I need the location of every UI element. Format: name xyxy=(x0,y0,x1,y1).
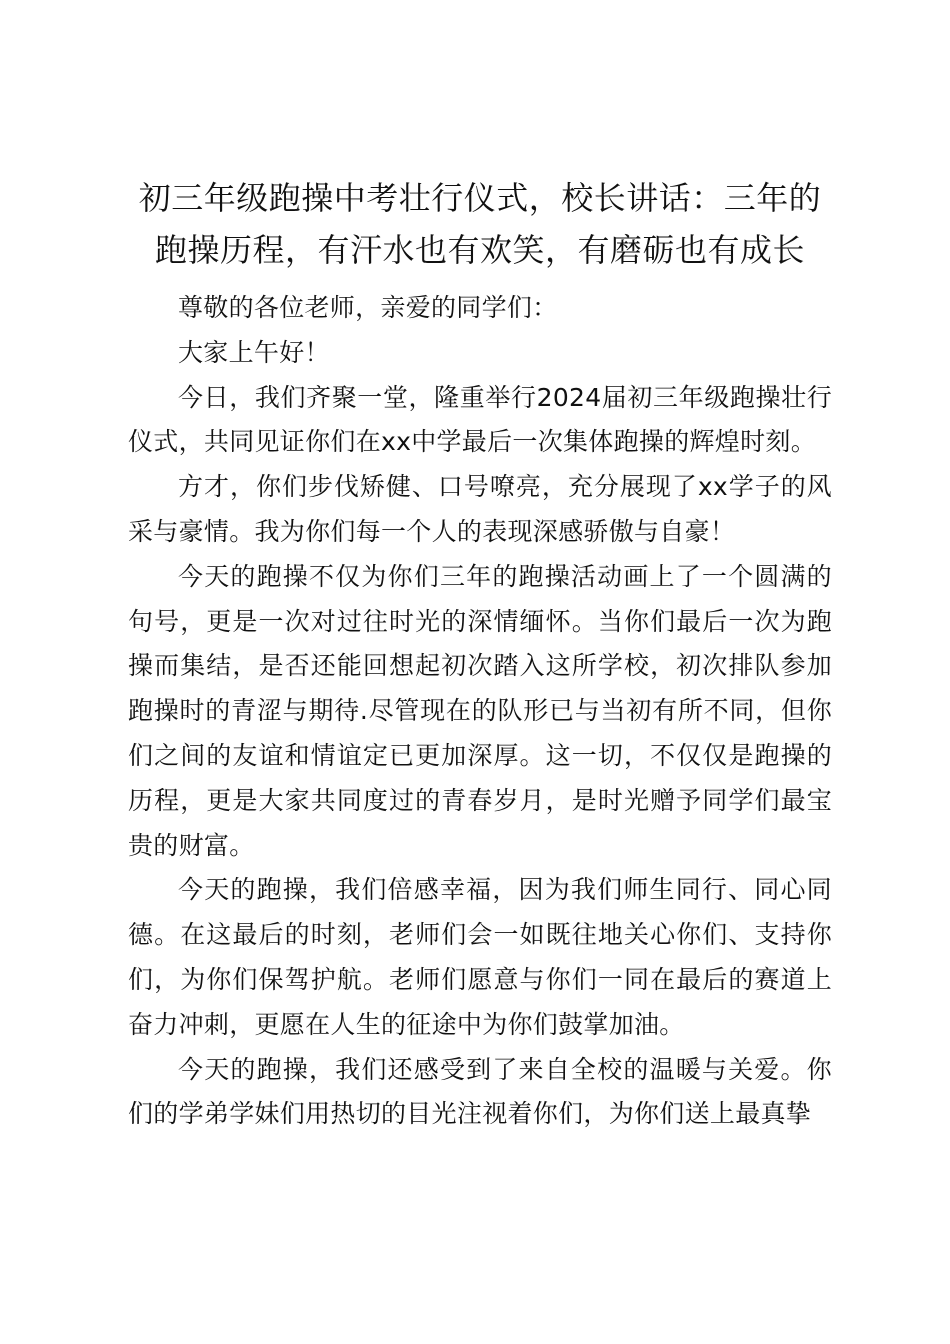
paragraph-school-care: 今天的跑操，我们还感受到了来自全校的温暖与关爱。你们的学弟学妹们用热切的目光注视着你们，为你们送上最真挚 xyxy=(128,1054,832,1129)
paragraph-teachers: 今天的跑操，我们倍感幸福，因为我们师生同行、同心同德。在这最后的时刻，老师们会一如既往地关心你们、支持你们，为你们保驾护航。老师们愿意与你们一同在最后的赛道上奋力冲刺，更愿在人生的征途中为你们鼓掌加油。 xyxy=(128,875,832,1039)
document-body xyxy=(128,172,832,1137)
paragraph-memories: 今天的跑操不仅为你们三年的跑操活动画上了一个圆满的句号，更是一次对过往时光的深情缅怀。当你们最后一次为跑操而集结，是否还能回想起初次踏入这所学校，初次排队参加跑操时的青涩与期待.尽管现在的队形已与当初有所不同，但你们之间的友谊和情谊定已更加深厚。这一切，不仅仅是跑操的历程，更是大家共同度过的青春岁月，是时光赠予同学们最宝贵的财富。 xyxy=(128,561,832,860)
paragraph-ceremony: 今日，我们齐聚一堂，隆重举行2024届初三年级跑操壮行仪式，共同见证你们在xx中学最后一次集体跑操的辉煌时刻。 xyxy=(128,382,832,457)
paragraph-salutation: 尊敬的各位老师，亲爱的同学们： xyxy=(178,293,558,322)
paragraph-greeting: 大家上午好！ xyxy=(178,337,330,367)
paragraph-performance: 方才，你们步伐矫健、口号嘹亮，充分展现了xx学子的风采与豪情。我为你们每一个人的表现深感骄傲与自豪！ xyxy=(128,472,832,546)
document-title: 初三年级跑操中考壮行仪式，校长讲话：三年的跑操历程，有汗水也有欢笑，有磨砺也有成长 xyxy=(138,179,822,269)
